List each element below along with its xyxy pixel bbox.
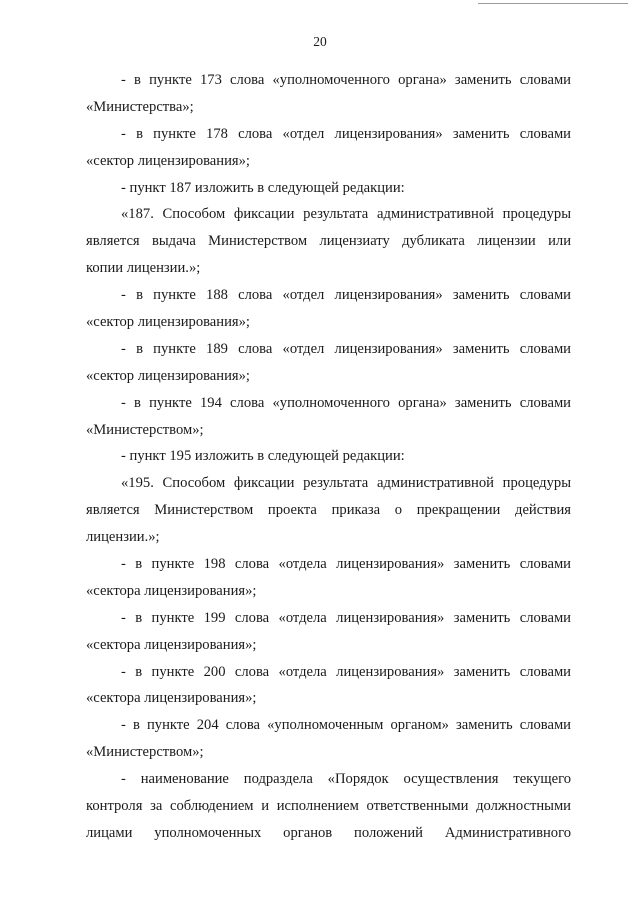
text-line: «сектора лицензирования»; — [86, 636, 257, 653]
text-line: «сектора лицензирования»; — [86, 582, 257, 599]
text-line: - в пункте 204 слова «уполномоченным органом» заменить словами — [121, 717, 571, 734]
text-line: является выдача Министерством лицензиату дубликата лицензии или — [86, 233, 571, 250]
text-line: «Министерства»; — [86, 98, 194, 115]
text-line: «сектор лицензирования»; — [86, 152, 250, 169]
text-line: «195. Способом фиксации результата административной процедуры — [121, 475, 571, 492]
text-line: «сектор лицензирования»; — [86, 367, 250, 384]
text-line: лицами уполномоченных органов положений Административного — [86, 824, 571, 841]
text-line: «сектор лицензирования»; — [86, 314, 250, 331]
text-line: - в пункте 173 слова «уполномоченного органа» заменить словами — [121, 72, 571, 88]
text-line: - в пункте 178 слова «отдел лицензирования» заменить словами — [121, 125, 571, 142]
document-body — [86, 67, 571, 847]
text-line: лицензии.»; — [86, 529, 160, 546]
text-line: - в пункте 188 слова «отдел лицензирования» заменить словами — [121, 287, 571, 304]
text-line: - в пункте 200 слова «отдела лицензирования» заменить словами — [121, 663, 571, 680]
text-line: - пункт 187 изложить в следующей редакции: — [121, 179, 405, 196]
page-number: 20 — [313, 34, 327, 49]
text-line: «Министерством»; — [86, 421, 204, 438]
text-line: «Министерством»; — [86, 744, 204, 761]
text-line: - в пункте 198 слова «отдела лицензирования» заменить словами — [121, 556, 571, 573]
text-line: является Министерством проекта приказа о прекращении действия — [86, 502, 571, 519]
text-line: «187. Способом фиксации результата административной процедуры — [121, 206, 571, 223]
text-line: копии лицензии.»; — [86, 260, 201, 277]
text-line: контроля за соблюдением и исполнением ответственными должностными — [86, 798, 571, 815]
text-line: - в пункте 189 слова «отдел лицензирования» заменить словами — [121, 340, 571, 357]
scan-edge-rule — [478, 3, 628, 4]
text-line: - в пункте 194 слова «уполномоченного органа» заменить словами — [121, 394, 571, 411]
text-line: - в пункте 199 слова «отдела лицензирования» заменить словами — [121, 609, 571, 626]
text-line: - наименование подраздела «Порядок осуществления текущего — [121, 771, 571, 788]
text-line: «сектора лицензирования»; — [86, 690, 257, 707]
text-line: - пункт 195 изложить в следующей редакции: — [121, 448, 405, 465]
